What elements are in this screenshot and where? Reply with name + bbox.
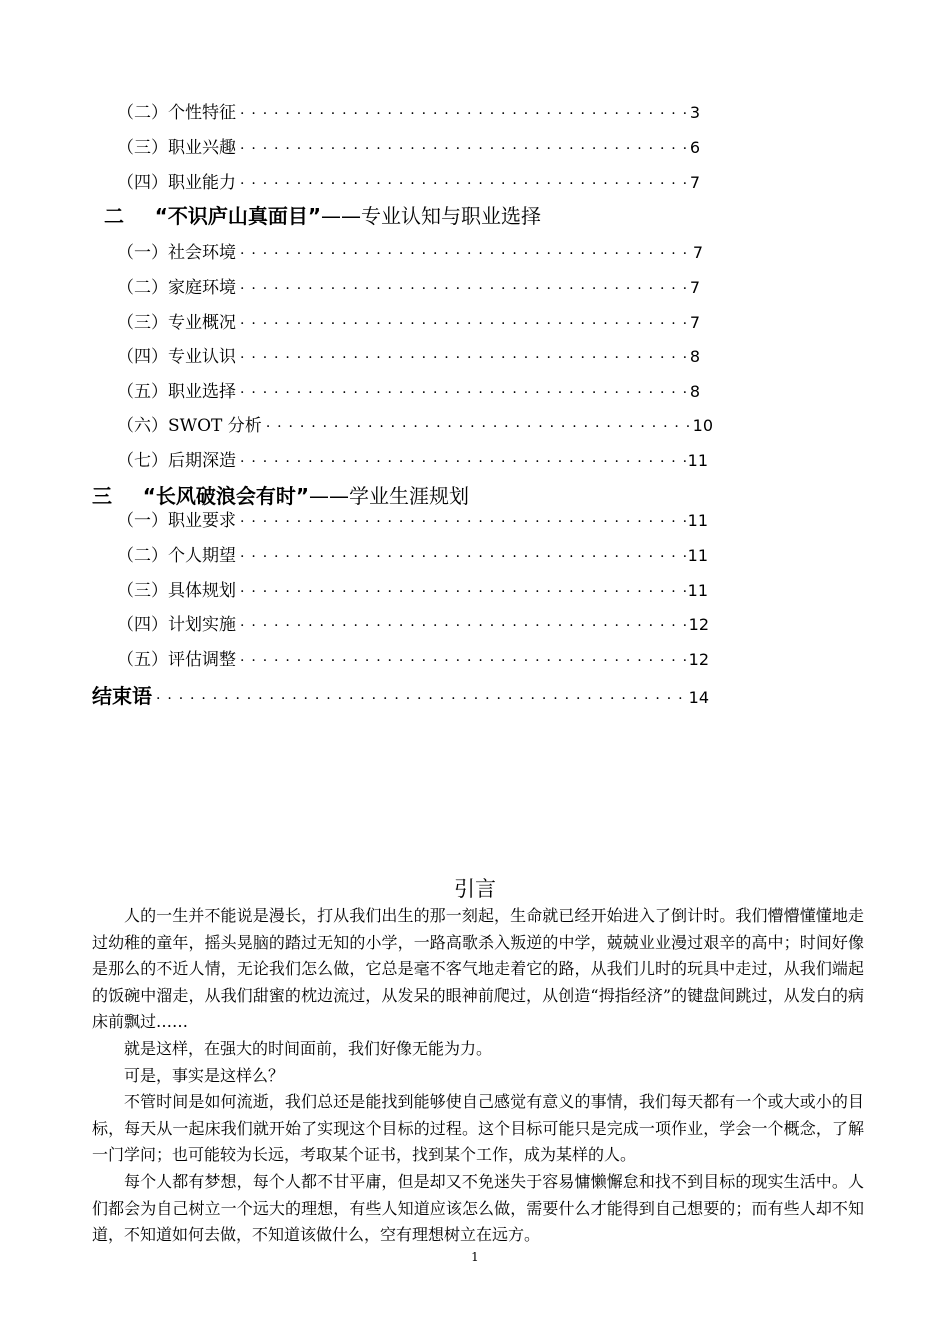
toc-entry-page: 7 <box>692 243 703 262</box>
intro-paragraph: 人的一生并不能说是漫长，打从我们出生的那一刻起，生命就已经开始进入了倒计时。我们懵懵懂懂地走过幼稚的童年，摇头晃脑的踏过无知的小学，一路高歌杀入叛逆的中学，兢兢业业漫过艰辛的高中；时间好像是那么的不近人情，无论我们怎么做，它总是毫不客气地走着它的路，从我们儿时的玩具中走过，从我们端起的饭碗中溜走，从我们甜蜜的枕边流过，从发呆的眼神前爬过，从创造“拇指经济”的键盘间跳过，从发白的病床前飘过…… <box>92 906 864 1032</box>
page-number: 1 <box>471 1250 479 1264</box>
toc-section-heading[interactable] <box>104 200 541 229</box>
toc-entry-page: 3 <box>689 103 700 122</box>
toc-leader-dots <box>236 385 690 401</box>
toc-entry[interactable] <box>117 273 700 297</box>
toc-entry-label: （六）SWOT 分析 <box>117 416 262 436</box>
toc-entry-label: （四）专业认识 <box>117 347 236 367</box>
toc-entry-page: 8 <box>689 347 700 366</box>
toc-entry-label: （二）家庭环境 <box>117 278 236 298</box>
intro-title: 引言 <box>454 877 496 901</box>
intro-paragraph: 不管时间是如何流逝，我们总还是能找到能够使自己感觉有意义的事情，我们每天都有一个或大或小的目标，每天从一起床我们就开始了实现这个目标的过程。这个目标可能只是完成一项作业，学会一个概念，了解一门学问；也可能较为长远，考取某个证书，找到某个工作，成为某样的人。 <box>92 1092 864 1165</box>
toc-entry-page: 7 <box>689 278 700 297</box>
toc-entry-page: 7 <box>689 173 700 192</box>
toc-leader-dots <box>236 176 690 192</box>
toc-entry-page: 6 <box>689 138 700 157</box>
toc-leader-dots <box>236 106 690 122</box>
toc-leader-dots <box>236 618 689 634</box>
toc-entry-label: （七）后期深造 <box>117 451 236 471</box>
toc-entry-page: 11 <box>687 546 708 565</box>
toc-leader-dots <box>236 514 688 530</box>
intro-body <box>92 903 864 1249</box>
section-quote: “不识庐山真面目” <box>154 204 322 228</box>
toc-leader-dots <box>236 316 690 332</box>
intro-paragraph: 每个人都有梦想，每个人都不甘平庸，但是却又不免迷失于容易慵懒懈怠和找不到目标的现实生活中。人们都会为自己树立一个远大的理想，有些人知道应该怎么做，需要什么才能得到自己想要的；而有些人却不知道，不知道如何去做，不知道该做什么，空有理想树立在远方。 <box>92 1171 864 1245</box>
toc-leader-dots <box>236 549 688 565</box>
toc-entry-label: （一）社会环境 <box>117 243 236 263</box>
toc-entry-page: 12 <box>688 650 709 669</box>
toc-entry-page: 11 <box>687 451 708 470</box>
toc-entry-ending[interactable] <box>92 680 709 709</box>
toc-entry[interactable] <box>117 645 709 669</box>
toc-entry-label: 结束语 <box>92 684 152 708</box>
toc-entry-label: （三）职业兴趣 <box>117 138 236 158</box>
toc-leader-dots <box>236 653 689 669</box>
section-quote: “长风破浪会有时” <box>142 484 310 508</box>
toc-entry[interactable] <box>117 168 700 192</box>
toc-section-heading[interactable] <box>92 480 469 509</box>
toc-entry-page: 14 <box>688 688 709 707</box>
toc-entry-label: （二）个性特征 <box>117 103 236 123</box>
toc-entry[interactable] <box>117 377 700 401</box>
toc-entry-label: （四）计划实施 <box>117 615 236 635</box>
intro-paragraph: 可是，事实是这样么？ <box>124 1065 285 1085</box>
toc-entry-page: 7 <box>689 313 700 332</box>
toc-entry[interactable] <box>117 308 700 332</box>
toc-entry[interactable] <box>117 98 700 122</box>
toc-leader-dots <box>236 141 690 157</box>
section-subtitle: ——专业认知与职业选择 <box>321 204 542 228</box>
toc-entry-label: （四）职业能力 <box>117 173 236 193</box>
toc-leader-dots <box>236 584 688 600</box>
toc-entry[interactable] <box>117 446 708 470</box>
toc-leader-dots <box>152 691 689 707</box>
toc-leader-dots <box>236 281 690 297</box>
toc-entry-page: 11 <box>687 511 708 530</box>
toc-entry[interactable] <box>117 506 708 530</box>
toc-entry[interactable] <box>117 133 700 157</box>
toc-entry-page: 11 <box>687 581 708 600</box>
intro-paragraph: 就是这样，在强大的时间面前，我们好像无能为力。 <box>124 1038 493 1058</box>
toc-entry[interactable] <box>117 576 708 600</box>
toc-entry-label: （五）职业选择 <box>117 382 236 402</box>
toc-leader-dots <box>236 454 688 470</box>
toc-entry-page: 8 <box>689 382 700 401</box>
section-number: 三 <box>92 484 112 508</box>
toc-entry[interactable] <box>117 610 709 634</box>
toc-entry-label: （一）职业要求 <box>117 511 236 531</box>
toc-entry-label: （三）具体规划 <box>117 581 236 601</box>
toc-leader-dots <box>236 246 693 262</box>
toc-entry-label: （五）评估调整 <box>117 650 236 670</box>
toc-entry[interactable] <box>117 238 703 262</box>
toc-leader-dots <box>236 350 690 366</box>
section-number: 二 <box>104 204 124 228</box>
toc-entry-label: （三）专业概况 <box>117 313 236 333</box>
toc-entry[interactable] <box>117 342 700 366</box>
toc-entry-label: （二）个人期望 <box>117 546 236 566</box>
toc-entry[interactable] <box>117 411 713 435</box>
toc-entry[interactable] <box>117 541 708 565</box>
section-subtitle: ——学业生涯规划 <box>309 484 470 508</box>
toc-entry-page: 12 <box>688 615 709 634</box>
toc-leader-dots <box>262 419 693 435</box>
toc-entry-page: 10 <box>692 416 713 435</box>
